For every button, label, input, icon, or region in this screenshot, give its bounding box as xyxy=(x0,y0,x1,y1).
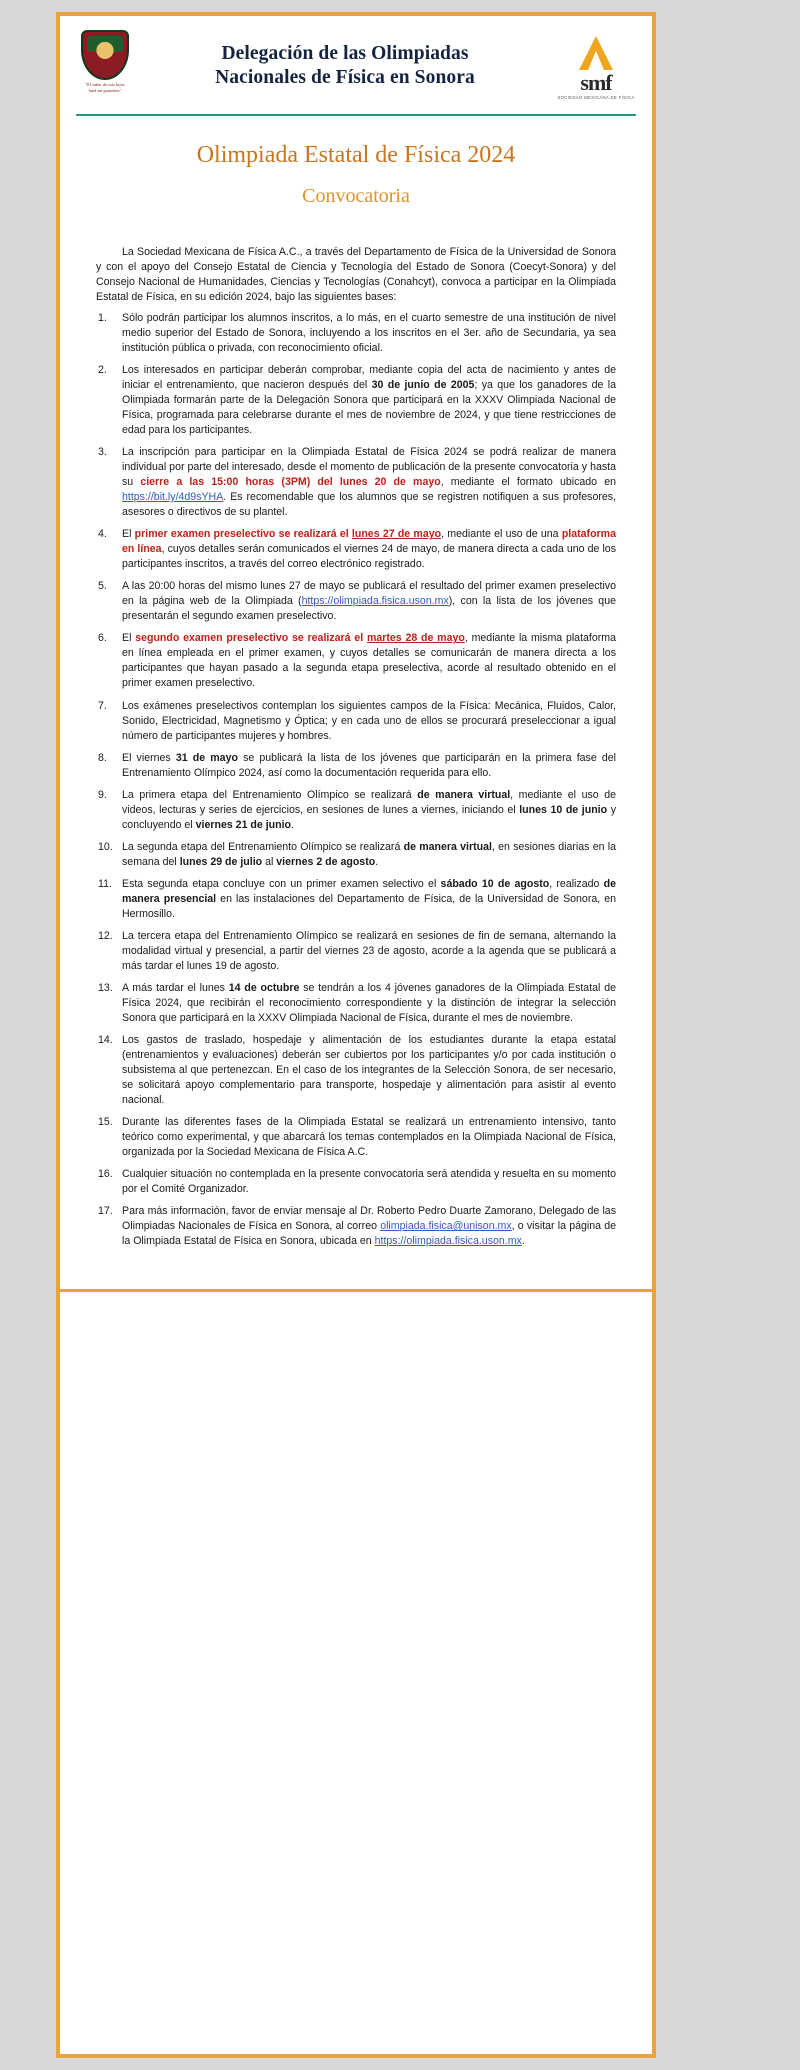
body-text: y concluyendo el xyxy=(122,803,616,831)
list-item xyxy=(96,445,616,520)
flame-icon xyxy=(570,32,622,72)
emphasis-text: viernes 2 de agosto xyxy=(276,855,376,868)
body-text: Los exámenes preselectivos contemplan los siguientes campos de la Física: Mecánica, Fluidos, Calor, Sonido, Electricidad, Magnetismo y Óptica; y en cada uno de ellos se procurará preseleccionar a igual número de participantes mujeres y hombres. xyxy=(122,699,616,742)
highlight-text: plataforma en línea xyxy=(122,528,616,556)
body-text: , realizado xyxy=(549,877,604,890)
highlight-text: cierre a las 15:00 horas (3PM) del lunes 20 de mayo xyxy=(140,476,441,489)
body-text: . xyxy=(291,818,294,831)
body-text: , o visitar la página de la Olimpiada Estatal de Física en Sonora, ubicada en xyxy=(122,1220,616,1248)
shield-motto xyxy=(76,82,134,93)
list-item xyxy=(96,363,616,438)
body-text: , mediante el uso de una xyxy=(441,528,562,541)
body-text: ; ya que los ganadores de la Olimpiada formarán parte de la Delegación Sonora que participará en la XXXV Olimpiada Nacional de Física, programada para celebrarse durante el mes de noviembre de 2024, y que tiene restricciones de edad para los participantes. xyxy=(122,378,616,437)
body-text: A las 20:00 horas del mismo lunes 27 de mayo se publicará el resultado del primer examen preselectivo en la página web de la Olimpiada ( xyxy=(122,580,616,608)
organization-title xyxy=(144,42,546,90)
list-item xyxy=(96,579,616,624)
smf-subtitle: SOCIEDAD MEXICANA DE FÍSICA xyxy=(557,95,635,100)
body-text: . Es recomendable que los alumnos que se registren notifiquen a sus profesores, asesores o directivos de su plantel. xyxy=(122,491,616,519)
shield-motto-line2: hará mi grandeza" xyxy=(88,87,122,93)
footer-divider xyxy=(60,1289,652,1292)
smf-logo xyxy=(556,32,636,100)
shield-motto-line1: "El saber de mis hijos xyxy=(85,82,125,87)
emphasis-text: 31 de mayo xyxy=(175,751,238,764)
intro-paragraph: La Sociedad Mexicana de Física A.C., a través del Departamento de Física de la Universidad de Sonora y con el apoyo del Consejo Estatal de Ciencia y Tecnología del Estado de Sonora (Coecyt-Sonora) y del Consejo Nacional de Humanidades, Ciencias y Tecnologías (Conahcyt), convoca a participar en la Olimpiada Estatal de Física, en su edición 2024, bajo las siguientes bases: xyxy=(96,245,616,303)
body-text: ), con la lista de los jóvenes que presentarán el segundo examen preselectivo. xyxy=(122,595,616,623)
body-text: Esta segunda etapa concluye con un primer examen selectivo el xyxy=(122,877,441,890)
body-text: , mediante el uso de videos, lecturas y series de ejercicios, en sesiones de lunes a viernes, iniciando el xyxy=(122,788,616,816)
inline-link[interactable]: https://bit.ly/4d9sYHA xyxy=(122,491,224,504)
shield-icon xyxy=(81,30,129,80)
inline-link[interactable]: olimpiada.fisica@unison.mx xyxy=(380,1220,512,1233)
bases-list xyxy=(96,311,616,1250)
emphasis-text: de manera virtual xyxy=(417,788,511,801)
emphasis-text: lunes 10 de junio xyxy=(519,803,608,816)
emphasis-text: de manera virtual xyxy=(403,840,492,853)
emphasis-text: viernes 21 de junio xyxy=(195,818,292,831)
list-item xyxy=(96,788,616,833)
body-text: A más tardar el lunes xyxy=(122,982,229,995)
body-text: . xyxy=(521,1235,525,1248)
list-item xyxy=(96,929,616,974)
list-item xyxy=(96,527,616,572)
body-text: Los gastos de traslado, hospedaje y alimentación de los estudiantes durante la etapa estatal (entrenamientos y evaluaciones) deberán ser cubiertos por los participantes y/o por cada institución o subsistema al que pertenezcan. En el caso de los integrantes de la Selección Sonora, de ser necesario, se solicitará apoyo complementario para transporte, hospedaje y alimentación para asistir al evento nacional. xyxy=(122,1034,616,1107)
body-text: . xyxy=(375,855,379,868)
body-text: en las instalaciones del Departamento de Física, de la Universidad de Sonora, en Hermosillo. xyxy=(122,892,616,920)
body-text: El xyxy=(122,528,135,541)
body-text: La segunda etapa del Entrenamiento Olímpico se realizará xyxy=(122,840,404,853)
organization-title-line1: Delegación de las Olimpiadas xyxy=(221,43,469,65)
emphasis-text: de manera presencial xyxy=(122,877,616,905)
document-page xyxy=(56,12,656,2058)
body-text: Durante las diferentes fases de la Olimpiada Estatal se realizará un entrenamiento intensivo, tanto teórico como experimental, y que abarcará los temas contemplados en la Olimpiada Nacional de Física, organizada por la Sociedad Mexicana de Física A.C. xyxy=(122,1116,616,1159)
list-item xyxy=(96,1167,616,1197)
body-text: Cualquier situación no contemplada en la presente convocatoria será atendida y resuelta en su momento por el Comité Organizador. xyxy=(122,1168,616,1196)
organization-title-line2: Nacionales de Física en Sonora xyxy=(215,67,475,88)
emphasis-text: 30 de junio de 2005 xyxy=(371,378,475,391)
emphasis-text: 14 de octubre xyxy=(228,982,300,995)
body-text: La inscripción para participar en la Olimpiada Estatal de Física 2024 se podrá realizar de manera individual por parte del interesado, desde el momento de publicación de la presente convocatoria y hasta su xyxy=(122,446,616,489)
header-divider xyxy=(76,114,636,116)
body-text: Sólo podrán participar los alumnos inscritos, a lo más, en el cuarto semestre de una institución de nivel medio superior del Estado de Sonora, incluyendo a los inscritos en el 3er. año de Secundaria, ya sea institución pública o privada, con reconocimiento oficial. xyxy=(122,311,616,354)
unison-shield-logo xyxy=(76,30,134,102)
list-item xyxy=(96,699,616,744)
body-text: se tendrán a los 4 jóvenes ganadores de la Olimpiada Estatal de Física 2024, que recibirán el reconocimiento correspondiente y la distinción de integrar la selección Sonora que participará en la XXXV Olimpiada Nacional de Física, durante el mes de noviembre. xyxy=(122,982,616,1025)
emphasis-text: lunes 29 de julio xyxy=(179,855,263,868)
list-item xyxy=(96,1033,616,1108)
page-title: Olimpiada Estatal de Física 2024 xyxy=(196,142,516,168)
smf-wordmark: smf xyxy=(580,70,612,95)
body-text: La primera etapa del Entrenamiento Olímpico se realizará xyxy=(122,788,418,801)
list-item xyxy=(96,631,616,691)
page-subtitle: Convocatoria xyxy=(302,185,410,208)
body-text: El viernes xyxy=(122,751,176,764)
body-text: , en sesiones diarias en la semana del xyxy=(122,840,617,868)
emphasis-text: sábado 10 de agosto xyxy=(440,877,550,890)
highlight-text: primer examen preselectivo se realizará el xyxy=(134,528,352,541)
document-body xyxy=(60,225,652,1279)
body-text: se publicará la lista de los jóvenes que participarán en la primera fase del Entrenamiento Olímpico 2024, así como la documentación requerida para ello. xyxy=(122,751,616,779)
list-item xyxy=(96,877,616,922)
highlight-date: lunes 27 de mayo xyxy=(351,528,442,541)
body-text: , mediante el formato ubicado en xyxy=(440,476,616,489)
body-text: Para más información, favor de enviar mensaje al Dr. Roberto Pedro Duarte Zamorano, Delegado de las Olimpiadas Nacionales de Física en Sonora, al correo xyxy=(122,1205,616,1233)
list-item xyxy=(96,1204,616,1249)
body-text: , cuyos detalles serán comunicados el viernes 24 de mayo, de manera directa a cada uno de los participantes inscritos, a través del correo electrónico registrado. xyxy=(122,543,616,571)
highlight-date: martes 28 de mayo xyxy=(366,632,465,645)
inline-link[interactable]: https://olimpiada.fisica.uson.mx xyxy=(374,1235,522,1248)
list-item xyxy=(96,840,616,870)
list-item xyxy=(96,751,616,781)
body-text: La tercera etapa del Entrenamiento Olímpico se realizará en sesiones de fin de semana, alternando la modalidad virtual y presencial, a partir del viernes 23 de agosto, acorde a la agenda que se publicará a más tardar el lunes 19 de agosto. xyxy=(122,929,616,972)
body-text: Los interesados en participar deberán comprobar, mediante copia del acta de nacimiento y antes de iniciar el entrenamiento, que nacieron después del xyxy=(122,363,616,391)
list-item xyxy=(96,311,616,356)
highlight-text: segundo examen preselectivo se realizará el xyxy=(135,632,367,645)
inline-link[interactable]: https://olimpiada.fisica.uson.mx xyxy=(301,595,449,608)
document-header xyxy=(60,16,652,110)
list-item xyxy=(96,981,616,1026)
body-text: El xyxy=(122,632,136,645)
body-text: , mediante la misma plataforma en línea empleada en el primer examen, y cuyos detalles se comunicarán de manera directa a los participantes que hayan pasado a la segunda etapa preselectiva, acorde al resultado obtenido en el primer examen preselectivo. xyxy=(122,632,616,690)
body-text: al xyxy=(262,855,277,868)
list-item xyxy=(96,1115,616,1160)
